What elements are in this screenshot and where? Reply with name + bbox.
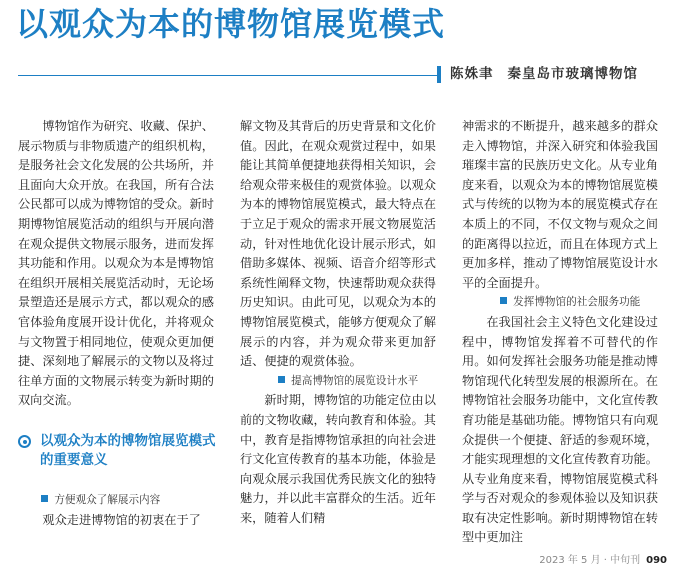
byline-marker: [437, 66, 441, 83]
column-3: [462, 117, 658, 548]
target-bullet-icon: [18, 435, 31, 448]
column-2: [240, 117, 436, 528]
subheading-text: 提高博物馆的展览设计水平: [291, 374, 419, 387]
paragraph: 神需求的不断提升，越来越多的群众走入博物馆，并深入研究和体验我国璀璨丰富的民族历史文化。从专业角度来看，以观众为本的博物馆展览模式与传统的以物为本的展览模式存在本质上的不同，不仅文物与观众之间的距离得以拉近，而且在体现方式上更加多样，推动了博物馆展览设计水平的全面提升。: [462, 119, 658, 290]
column-1: [18, 117, 214, 411]
author-organization: 秦皇岛市玻璃博物馆: [507, 66, 638, 82]
byline: [450, 64, 638, 84]
issue-label: 2023 年 5 月 · 中旬刊: [539, 555, 641, 566]
square-bullet-icon: [41, 495, 48, 502]
page-footer: [539, 551, 667, 566]
square-bullet-icon: [278, 376, 285, 383]
subheading: [240, 372, 436, 392]
paragraph: 观众走进博物馆的初衷在于了: [42, 512, 201, 527]
subheading-text: 方便观众了解展示内容: [54, 494, 161, 506]
subheading: [462, 293, 658, 313]
section-title: 以观众为本的博物馆展览模式的重要意义: [40, 433, 216, 468]
article-title: 以观众为本的博物馆展览模式: [16, 5, 446, 43]
subheading-text: 发挥博物馆的社会服务功能: [513, 296, 641, 309]
paragraph: 解文物及其背后的历史背景和文化价值。因此，在观众观赏过程中，如果能让其简单便捷地获得相关知识，会给观众带来极佳的观赏体验。以观众为本的博物馆展览模式，最大特点在于立足于观众的需求开展文物展览活动，针对性地优化设计展示形式，如借助多媒体、视频、语音介绍等形式系统性阐释文物，快速帮助观众获得历史知识。由此可见，以观众为本的博物馆展览模式，能够方便观众了解展示的内容，并为观众带来更加舒适、便捷的观赏体验。: [240, 119, 436, 369]
subheading: [18, 491, 214, 511]
paragraph: 博物馆作为研究、收藏、保护、展示物质与非物质遗产的组织机构，是服务社会文化发展的公共场所，并且面向大众开放。在我国，所有合法公民都可以成为博物馆的受众。新时期博物馆展览活动的组织与开展向潜在观众提供文物展示服务，进而发挥其功能和作用。以观众为本是博物馆在组织开展相关展览活动时，无论场景塑造还是展示方式，都以观众的感官体验角度展开设计优化，并将观众与文物置于相同地位，使观众更加便捷、深刻地了解展示的文物以及将过往单方面的文物展示转变为新时期的双向交流。: [18, 119, 214, 408]
paragraph: 新时期，博物馆的功能定位由以前的文物收藏，转向教育和体验。其中，教育是指博物馆承担的向社会进行文化宣传教育的基本功能，体验是向观众展示我国优秀民族文化的独特魅力，并以此丰富群众的生活。近年来，随着人们精: [240, 393, 436, 525]
byline-rule: [18, 75, 437, 76]
paragraph: 在我国社会主义特色文化建设过程中，博物馆发挥着不可替代的作用。如何发挥社会服务功能是推动博物馆现代化转型发展的根源所在。在博物馆社会服务功能中，文化宣传教育功能是基础功能。博物馆只有向观众提供一个便捷、舒适的参观环境，才能实现理想的文化宣传教育功能。从专业角度来看，博物馆展览模式科学与否对观众的参观体验以及知识获取有决定性影响。新时期博物馆在转型中更加注: [462, 314, 658, 545]
author-name: 陈姝聿: [450, 66, 494, 82]
page-number: 090: [646, 555, 667, 566]
square-bullet-icon: [500, 297, 507, 304]
column-1-continued: [18, 491, 214, 530]
